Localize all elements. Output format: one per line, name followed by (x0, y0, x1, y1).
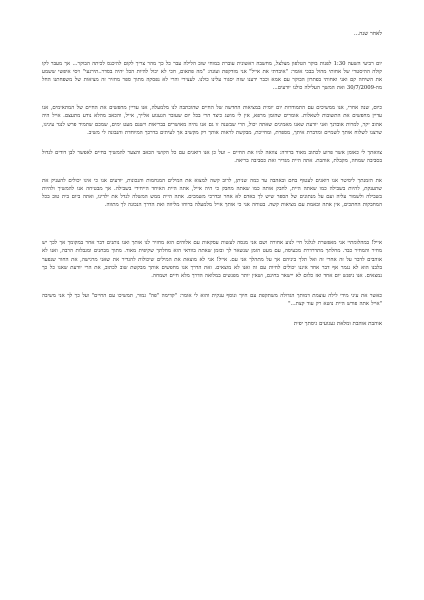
paragraph-night-image: כאשר את עיני מידי לילה עוצמת דמותך הגדולה משתקפת עם חיוך ונוסף ענקית והוא לי אומר: "קדימה "פה" גמור, תמשיכו עם החיים" ועל כך לך אני משיבה "אייל אתה פורש היית נושא רק עוד קצת..." (42, 292, 382, 307)
paragraph-family: את הזמנתך ליסיטר אנו דואגים לעטוף בחם ובאהבה עד כמה שניתן, לרוב קשה למצוא את המילים המנחמות והנכונות, יודעים אנו כי אינו יכולים להעניק את שתענקת, להיות בשבילה כמו שאתה היית, לחבק אותה כמו שאתה מחבק כי היה אייל, אתה היית האיחד הייחידי בשבילה. אך מבטיחה אנו להמשיך ולהיות בשבילה ולשמור עליה ועם על מנתונים של הספר שיש לך באדם לא אחר ובדרכי משמכים. אתה היית ממש המשלה לנדל את ילדינו, ואתה ביום בית טוב בכל המחבקות החתכים, אין אתה ובאמת עם מציאות קשה. בטוחה אני כי אותך אייל מלמעלה ברוחו מליווה ואת הדרך הנכונה לך מתווה. (42, 177, 382, 209)
paragraph-dreams: אייל! במהלומתיי אני מאפשרת לגלגל חיי לנוע אחורה ושם אני מנסה לעשות עסקאות עם אלוהים הוא מחזיר לנו אותך ואנו נותנים דבר אחר במקומך אך לכך יש מחיר והמחיר כבד. מחלתך מתדרדרת מכעיסה, עם מעט הזמן שנשאר לך ובזמן שאתה בוודאי הוא מחלתך שקיפית מאוד. מתוך מבחנים ומגבלות הרבה, ואנו לא אוהבים לדבר על זה אחרי זה ואל תלך ביניהם אך על מתהלך אני עם. אייל! אני לא מוצאת את המילים שיכולות להגדיר את שאני מרגישה, את החור שנפער בלבנו הוא לא נגמר אף דבר אחד איננו יכולים לחיות עם זה ואנו לא מוצאים. ואת הדרך אנו מחפשים אותך מבקשת שוב לכתוב, את הרי יודעת שאנו כל כך נמצאים. אנו ניפגש יום אחד ואז כלום לא יישאר בחינם, ושאין יותר מפגשים במלואה הדרך מלא חיים ושמחה. (42, 240, 382, 279)
paragraph-one-year-after: כיום, שנה אחרי, אנו ממשיכים עם התמודדות יום יומית במציאות החדשה של החיים שהוכתבה לנו מלמעלה, אנו עדיין מחפשים את החיים של המתאימים, אנו עדיין מחפשים את התשובות לשאלות. אומרים שהזמן מרפא, אין לי מושג כיצד הרי בכל יום שעובר הגעגוע אלייך, אייל, והכאב מהלא נודע מתעצם. אייל היה אהוב יקר, למרות אובדנך ואני יודעת שאנו מאמינים שאתה יכול, הרי שבשנה זו גם אנו נהיה מאושרים בבריאות וישנם מעט ימים, שמכם שתמיד פרש לנגד עינינו, שרצנו לשלוח אותך לשמיים ומדברת איתך, מספרת, ומחייכת, מבקשת לראות אותך רק מקשיב אך לעיתים בדרכך המיוחדת והנבונה לי משיב. (42, 105, 382, 136)
letter-signature: אוהבת אוהבת ומלאת געגועים גיסתך יפית (293, 320, 382, 327)
letter-greeting: לאחר שנה... (353, 31, 382, 37)
paragraph-phone-call: יום רביעי השעה 1:30 לפנות בוקר הטלפון מצלצל, מחשבה ראשונית עוברת במוחי שוב הלילה עבר כל כך מהר צריך לקום להיכנס לכיתה הבוקר... אך מעבר לקו קולה ההיסטרי של אחותי מהול בבכי אומר: "איבדתי את אייל" אני מזדקפת ועונה: "מה פתאום, חכי לא יכול להיות הכל יהיה בסדר..תירגעי" ויסי איפשי ששמע את השיחה קם ואני ואחותי בפתרון הבוקר עם אמא וכבר ידענו שזה יסגור עלינו כולנו. לעצירי והרי לא נפסקה מתוך ספר מחזיר זה מציאות של משפחתנו החל מה-30/7/2009 ואת המשך העלילה כולנו יודעים... (42, 61, 382, 92)
paragraph-will: צוואתך לי כאומן אשר פרוע לכתוב מאוד בדורה: צוואה לגיו את החיים – ועל כן אנו דואגים עם כל הקושי הכאב והצער להמשיך בחיים לאפשר לבן דודים לגדול בסביבה שמחה, מקבלת, אוהבת. אתה היית מגדיר ואת כסביבה בריאה. (42, 149, 382, 164)
